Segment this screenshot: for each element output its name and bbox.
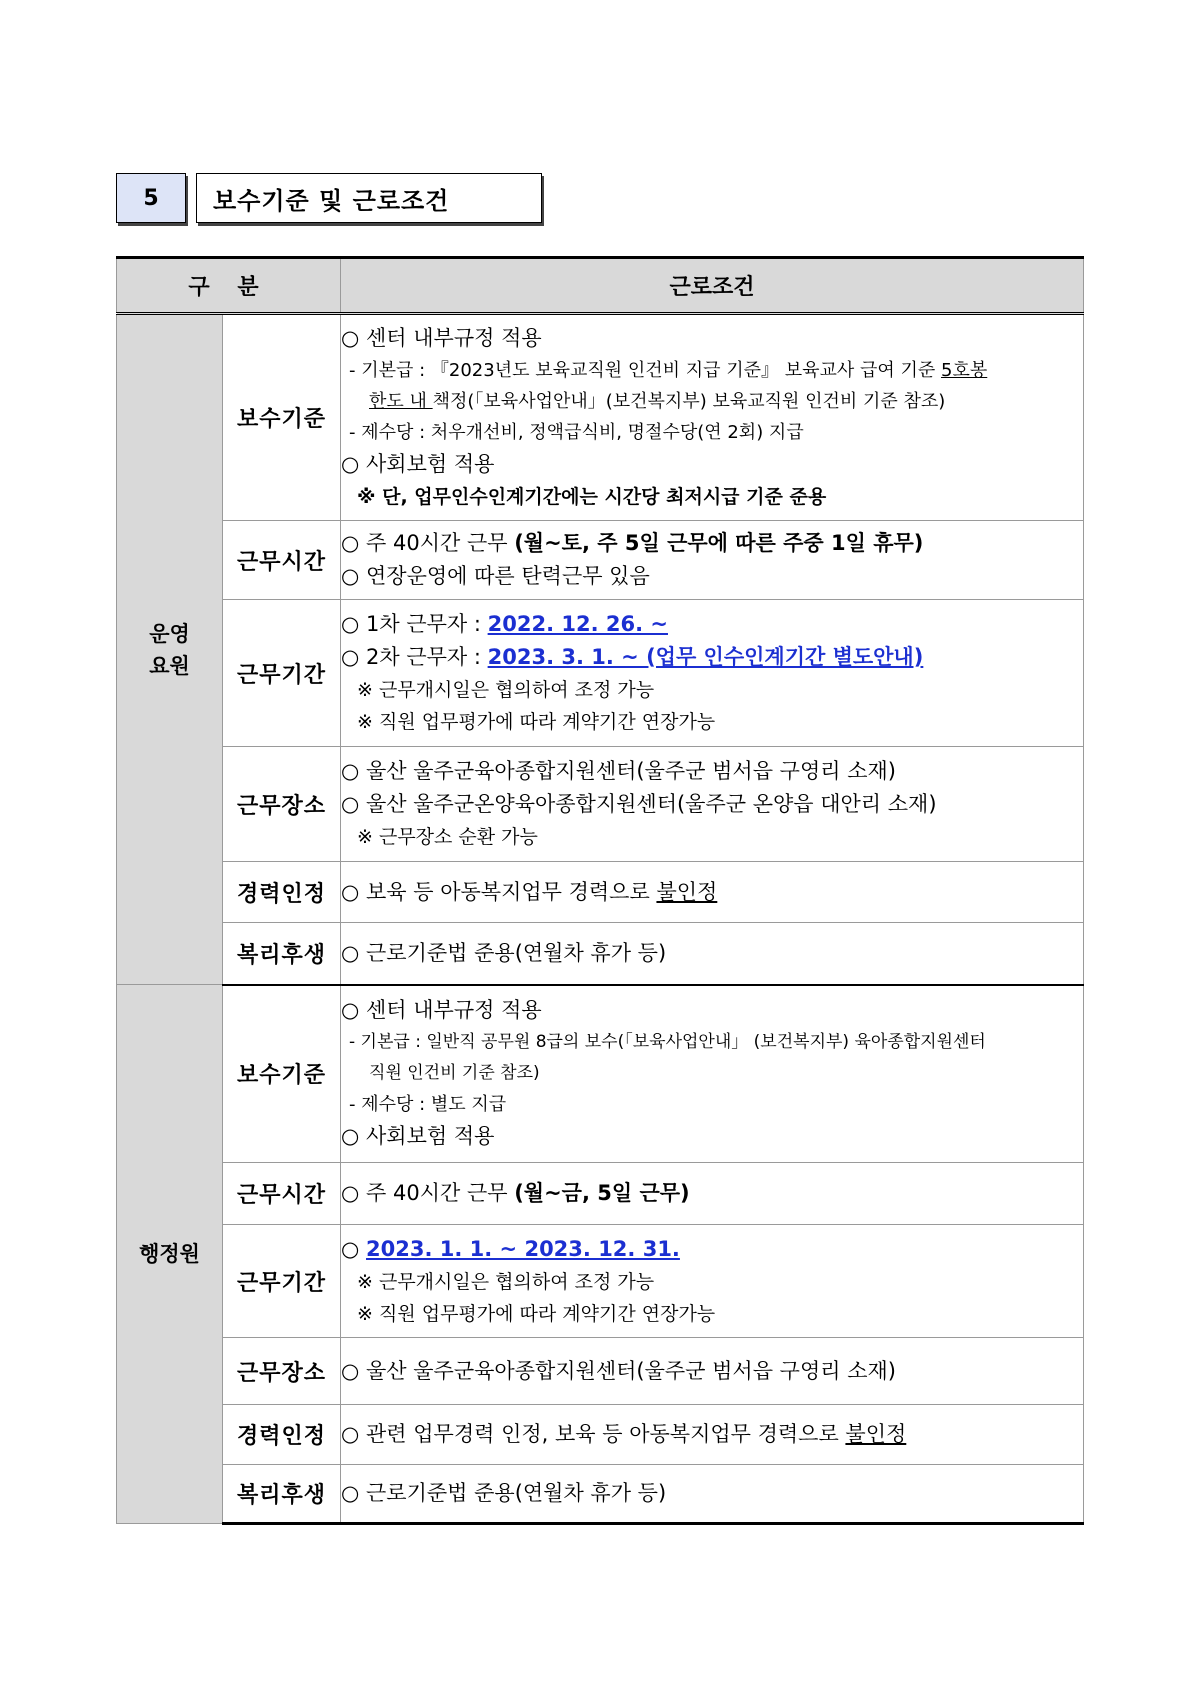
table-row bbox=[117, 521, 1084, 600]
table-row bbox=[117, 314, 1084, 521]
row-content-place: ○ 울산 울주군육아종합지원센터(울주군 범서읍 구영리 소재) bbox=[341, 1338, 1084, 1405]
table-header-row bbox=[117, 258, 1084, 314]
row-content-pay: ○ 센터 내부규정 적용 - 기본급 : 『2023년도 보육교직원 인건비 지급 기준』 보육교사 급여 기준 5호봉 한도 내 책정(「보육사업안내」(보건복지부) 보육교직원 인건비 기준 참조) - 제수당 : 처우개선비, 정액급식비, 명절수당(연 2회) 지급 ○ 사회보험 적용 ※ 단, 업무인수인계기간에는 시간당 최저시급 기준 준용 bbox=[341, 314, 1084, 521]
row-content-career: ○ 관련 업무경력 인정, 보육 등 아동복지업무 경력으로 불인정 bbox=[341, 1405, 1084, 1465]
header-category: 구 분 bbox=[117, 258, 341, 314]
row-content-welfare: ○ 근로기준법 준용(연월차 휴가 등) bbox=[341, 1465, 1084, 1524]
row-content-hours: ○ 주 40시간 근무 (월~금, 5일 근무) bbox=[341, 1163, 1084, 1225]
row-label-place: 근무장소 bbox=[223, 747, 341, 862]
row-label-pay: 보수기준 bbox=[223, 314, 341, 521]
table-row bbox=[117, 985, 1084, 1163]
row-content-hours: ○ 주 40시간 근무 (월~토, 주 5일 근무에 따른 주중 1일 휴무) ○ 연장운영에 따른 탄력근무 있음 bbox=[341, 521, 1084, 600]
row-content-pay: ○ 센터 내부규정 적용 - 기본급 : 일반직 공무원 8급의 보수(「보육사업안내」 (보건복지부) 육아종합지원센터 직원 인건비 기준 참조) - 제수당 : 별도 지급 ○ 사회보험 적용 bbox=[341, 985, 1084, 1163]
header-conditions: 근로조건 bbox=[341, 258, 1084, 314]
row-content-period: ○ 1차 근무자 : 2022. 12. 26. ~ ○ 2차 근무자 : 2023. 3. 1. ~ (업무 인수인계기간 별도안내) ※ 근무개시일은 협의하여 조정 가능 ※ 직원 업무평가에 따라 계약기간 연장가능 bbox=[341, 600, 1084, 747]
row-content-place: ○ 울산 울주군육아종합지원센터(울주군 범서읍 구영리 소재) ○ 울산 울주군온양육아종합지원센터(울주군 온양읍 대안리 소재) ※ 근무장소 순환 가능 bbox=[341, 747, 1084, 862]
row-content-career: ○ 보육 등 아동복지업무 경력으로 불인정 bbox=[341, 862, 1084, 923]
table-row bbox=[117, 1163, 1084, 1225]
table-row bbox=[117, 1225, 1084, 1338]
group-admin-staff: 행정원 bbox=[117, 985, 223, 1524]
row-label-welfare: 복리후생 bbox=[223, 1465, 341, 1524]
table-row bbox=[117, 1465, 1084, 1524]
row-content-welfare: ○ 근로기준법 준용(연월차 휴가 등) bbox=[341, 923, 1084, 985]
table-row bbox=[117, 1338, 1084, 1405]
table-row bbox=[117, 923, 1084, 985]
row-label-career: 경력인정 bbox=[223, 1405, 341, 1465]
group-operations-staff: 운영 요원 bbox=[117, 314, 223, 985]
row-content-period: ○ 2023. 1. 1. ~ 2023. 12. 31. ※ 근무개시일은 협의하여 조정 가능 ※ 직원 업무평가에 따라 계약기간 연장가능 bbox=[341, 1225, 1084, 1338]
row-label-place: 근무장소 bbox=[223, 1338, 341, 1405]
section-title: 보수기준 및 근로조건 bbox=[196, 173, 542, 223]
row-label-period: 근무기간 bbox=[223, 600, 341, 747]
table-row bbox=[117, 1405, 1084, 1465]
row-label-welfare: 복리후생 bbox=[223, 923, 341, 985]
row-label-pay: 보수기준 bbox=[223, 985, 341, 1163]
row-label-hours: 근무시간 bbox=[223, 521, 341, 600]
table-row bbox=[117, 862, 1084, 923]
table-row bbox=[117, 600, 1084, 747]
row-label-hours: 근무시간 bbox=[223, 1163, 341, 1225]
row-label-period: 근무기간 bbox=[223, 1225, 341, 1338]
working-conditions-table bbox=[116, 256, 1084, 1525]
table-row bbox=[117, 747, 1084, 862]
row-label-career: 경력인정 bbox=[223, 862, 341, 923]
section-number-box: 5 bbox=[116, 173, 186, 223]
